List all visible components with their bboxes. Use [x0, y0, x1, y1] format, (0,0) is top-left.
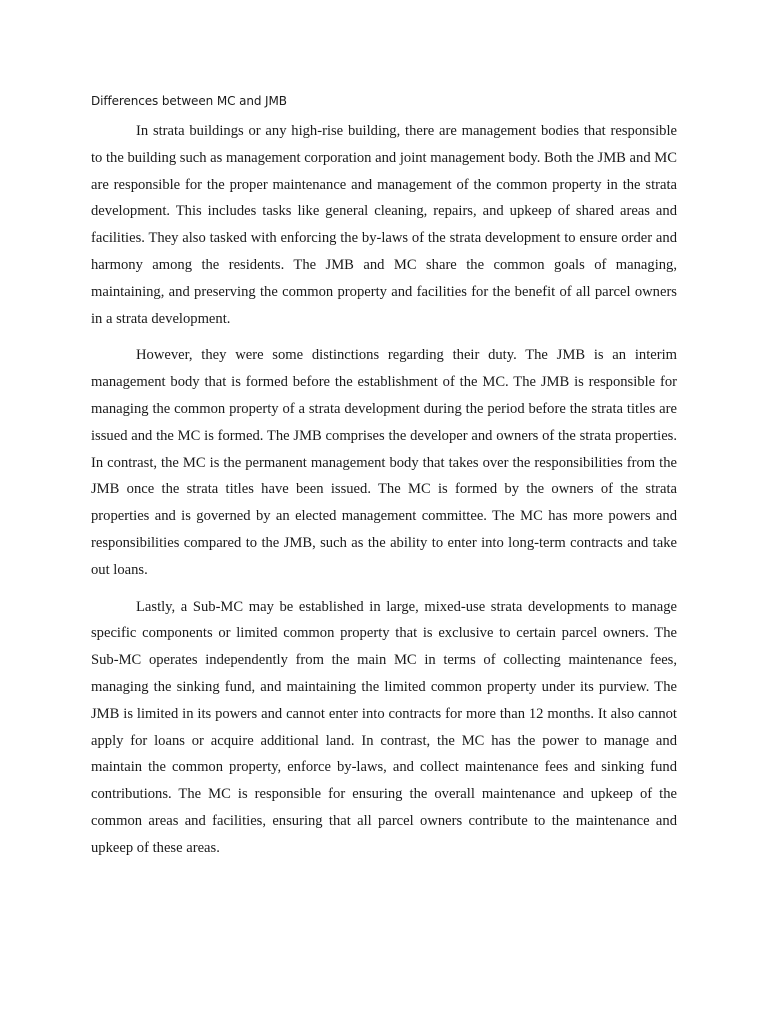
paragraph-1: In strata buildings or any high-rise building, there are management bodies that responsible to the building such as management corporation and joint management body. Both the JMB and MC are responsible for the proper maintenance and management of the common property in the strata development. This includes tasks like general cleaning, repairs, and upkeep of shared areas and facilities. They also tasked with enforcing the by-laws of the strata development to ensure order and harmony among the residents. The JMB and MC share the common goals of managing, maintaining, and preserving the common property and facilities for the benefit of all parcel owners in a strata development.	[91, 123, 677, 327]
document-page	[91, 92, 677, 872]
paragraph-3: Lastly, a Sub-MC may be established in large, mixed-use strata developments to manage specific components or limited common property that is exclusive to certain parcel owners. The Sub-MC operates independently from the main MC in terms of collecting maintenance fees, managing the sinking fund, and maintaining the limited common property under its purview. The JMB is limited in its powers and cannot enter into contracts for more than 12 months. It also cannot apply for loans or acquire additional land. In contrast, the MC has the power to manage and maintain the common property, enforce by-laws, and collect maintenance fees and sinking fund contributions. The MC is responsible for ensuring the overall maintenance and upkeep of the common areas and facilities, ensuring that all parcel owners contribute to the maintenance and upkeep of these areas.	[91, 598, 677, 856]
document-title: Differences between MC and JMB	[91, 94, 287, 108]
paragraph-2: However, they were some distinctions regarding their duty. The JMB is an interim management body that is formed before the establishment of the MC. The JMB is responsible for managing the common property of a strata development during the period before the strata titles are issued and the MC is formed. The JMB comprises the developer and owners of the strata properties. In contrast, the MC is the permanent management body that takes over the responsibilities from the JMB once the strata titles have been issued. The MC is formed by the owners of the strata properties and is governed by an elected management committee. The MC has more powers and responsibilities compared to the JMB, such as the ability to enter into long-term contracts and take out loans.	[91, 347, 677, 578]
